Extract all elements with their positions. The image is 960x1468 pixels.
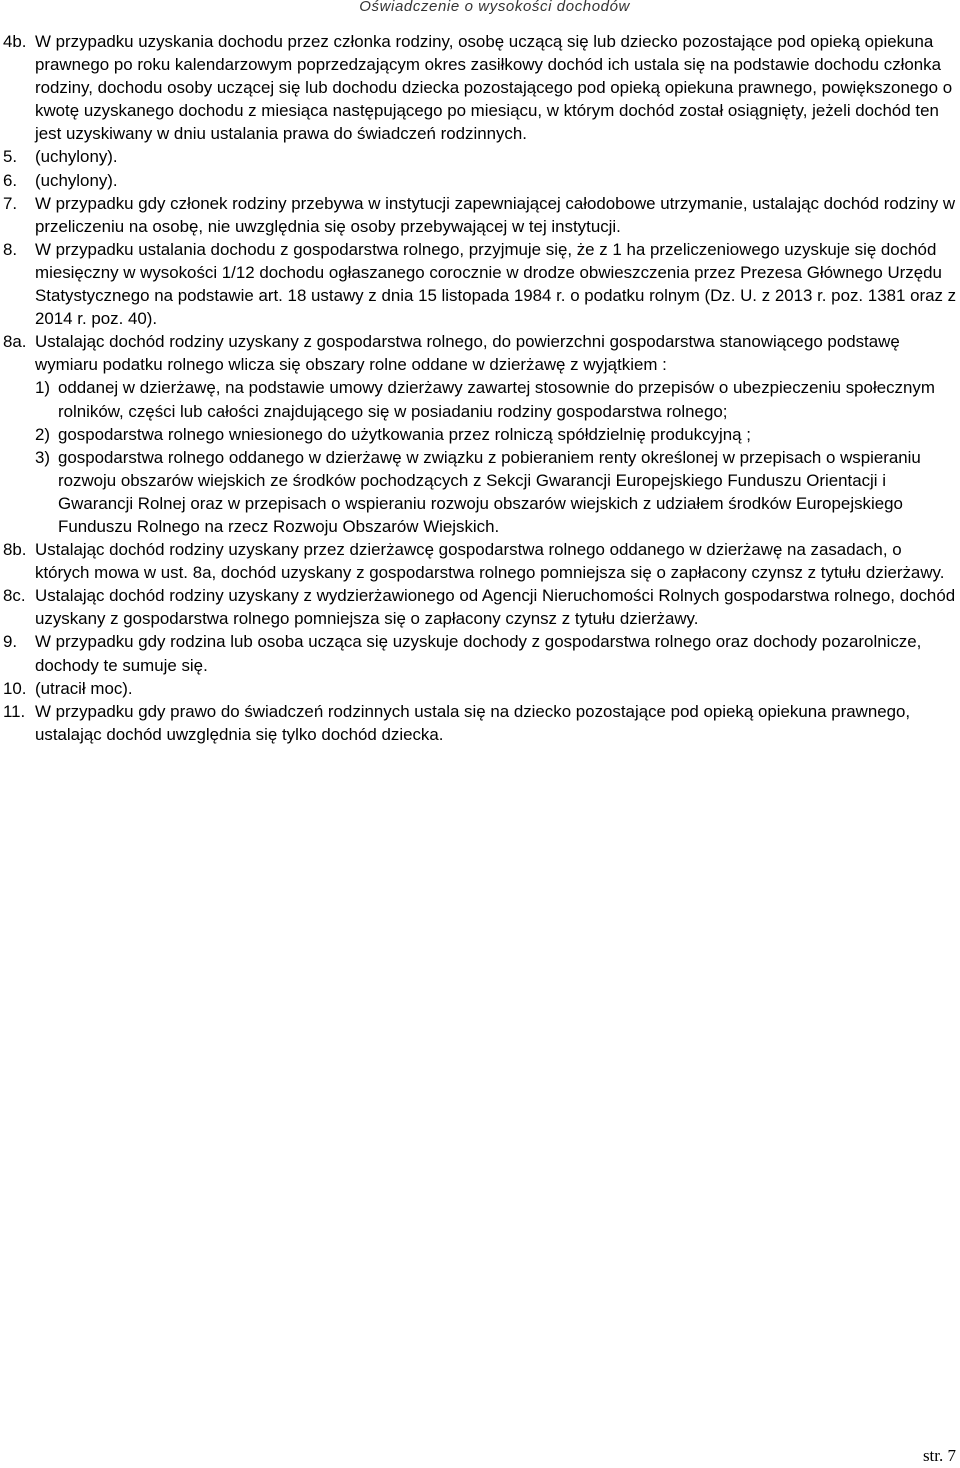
paragraph-8 xyxy=(0,238,958,330)
paragraph-text: Ustalając dochód rodziny uzyskany z wydzierżawionego od Agencji Nieruchomości Rolnych gospodarstwa rolnego, dochód uzyskany z gospodarstwa rolnego pomniejsza się o zapłacony czynsz z tytułu dzierżawy. xyxy=(35,586,956,629)
paragraph-number: 8b. xyxy=(3,540,27,560)
page-number: str. 7 xyxy=(922,1446,956,1465)
paragraph-text: (uchylony). xyxy=(35,170,118,190)
list-item-number: 1) xyxy=(35,378,51,398)
paragraph-text: (uchylony). xyxy=(35,147,118,167)
document-header-title: Oświadczenie o wysokości dochodów xyxy=(359,0,630,15)
paragraph-8a xyxy=(0,330,958,376)
paragraph-6 xyxy=(0,169,958,192)
list-item-text: gospodarstwa rolnego oddanego w dzierżawę w związku z pobieraniem renty określonej w przepisach o wspieraniu rozwoju obszarów wiejskich ze środków pochodzących z Sekcji Gwarancji Europejskiego Funduszu Orientacji i Gwarancji Rolnej oraz w przepisach o wspieraniu rozwoju obszarów wiejskich z udziałem środków Europejskiego Funduszu Rolnego na rzecz Rozwoju Obszarów Wiejskich. xyxy=(58,447,921,536)
paragraph-8b xyxy=(0,538,958,584)
paragraph-text: Ustalając dochód rodziny uzyskany z gospodarstwa rolnego, do powierzchni gospodarstwa stanowiącego podstawę wymiaru podatku rolnego wlicza się obszary rolne oddane w dzierżawę z wyjątkiem : xyxy=(35,332,900,375)
paragraph-number: 8a. xyxy=(3,332,27,352)
paragraph-9 xyxy=(0,630,958,676)
paragraph-text: W przypadku gdy prawo do świadczeń rodzinnych ustala się na dziecko pozostające pod opieką opiekuna prawnego, ustalając dochód uwzględnia się tylko dochód dziecka. xyxy=(35,701,911,744)
paragraph-4b xyxy=(0,30,958,145)
paragraph-number: 11. xyxy=(3,701,26,721)
paragraph-number: 10. xyxy=(3,678,27,698)
paragraph-number: 4b. xyxy=(3,32,27,51)
paragraph-text: W przypadku gdy rodzina lub osoba ucząca się uzyskuje dochody z gospodarstwa rolnego oraz dochody pozarolnicze, dochody te sumuje się. xyxy=(35,632,922,675)
paragraph-text: W przypadku uzyskania dochodu przez członka rodziny, osobę uczącą się lub dziecko pozostające pod opieką opiekuna prawnego po roku kalendarzowym poprzedzającym okres zasiłkowy dochód ich ustala się na podstawie dochodu członka rodziny, dochodu osoby uczącej się lub dochodu dziecka pozostającego pod opieką opiekuna prawnego, powiększonego o kwotę uzyskanego dochodu z miesiąca następującego po miesiącu, w którym dochód został osiągnięty, jeżeli dochód ten jest uzyskiwany w dniu ustalania prawa do świadczeń rodzinnych. xyxy=(35,32,953,144)
paragraph-7 xyxy=(0,192,958,238)
paragraph-number: 9. xyxy=(3,632,18,652)
list-item-number: 3) xyxy=(35,447,51,467)
paragraph-text: W przypadku gdy członek rodziny przebywa w instytucji zapewniającej całodobowe utrzymanie, ustalając dochód rodziny w przeliczeniu na osobę, nie uwzględnia się osoby przebywającej w tej instytucji. xyxy=(35,193,956,236)
list-item-number: 2) xyxy=(35,424,51,444)
list-item-3 xyxy=(0,446,958,538)
list-item-text: gospodarstwa rolnego wniesionego do użytkowania przez rolniczą spółdzielnię produkcyjną ; xyxy=(58,424,751,444)
paragraph-11 xyxy=(0,700,958,746)
paragraph-number: 6. xyxy=(3,170,18,190)
paragraph-8c xyxy=(0,584,958,630)
list-item-text: oddanej w dzierżawę, na podstawie umowy dzierżawy zawartej stosownie do przepisów o ubezpieczeniu społecznym rolników, części lub całości znajdującego się w posiadaniu rodziny gospodarstwa rolnego; xyxy=(58,378,935,421)
paragraph-number: 7. xyxy=(3,193,18,213)
paragraph-number: 8. xyxy=(3,239,18,259)
paragraph-text: (utracił moc). xyxy=(35,678,133,698)
paragraph-text: Ustalając dochód rodziny uzyskany przez dzierżawcę gospodarstwa rolnego oddanego w dzierżawę na zasadach, o których mowa w ust. 8a, dochód uzyskany z gospodarstwa rolnego pomniejsza się o zapłacony czynsz z tytułu dzierżawy. xyxy=(35,540,945,583)
list-item-2 xyxy=(0,423,958,446)
paragraph-10 xyxy=(0,677,958,700)
paragraph-5 xyxy=(0,145,958,168)
paragraph-number: 8c. xyxy=(3,586,26,606)
paragraph-number: 5. xyxy=(3,147,18,167)
document-body xyxy=(0,30,958,746)
list-item-1 xyxy=(0,376,958,422)
paragraph-text: W przypadku ustalania dochodu z gospodarstwa rolnego, przyjmuje się, że z 1 ha przeliczeniowego uzyskuje się dochód miesięczny w wysokości 1/12 dochodu ogłaszanego corocznie w drodze obwieszczenia przez Prezesa Głównego Urzędu Statystycznego na podstawie art. 18 ustawy z dnia 15 listopada 1984 r. o podatku rolnym (Dz. U. z 2013 r. poz. 1381 oraz z 2014 r. poz. 40). xyxy=(35,239,957,329)
